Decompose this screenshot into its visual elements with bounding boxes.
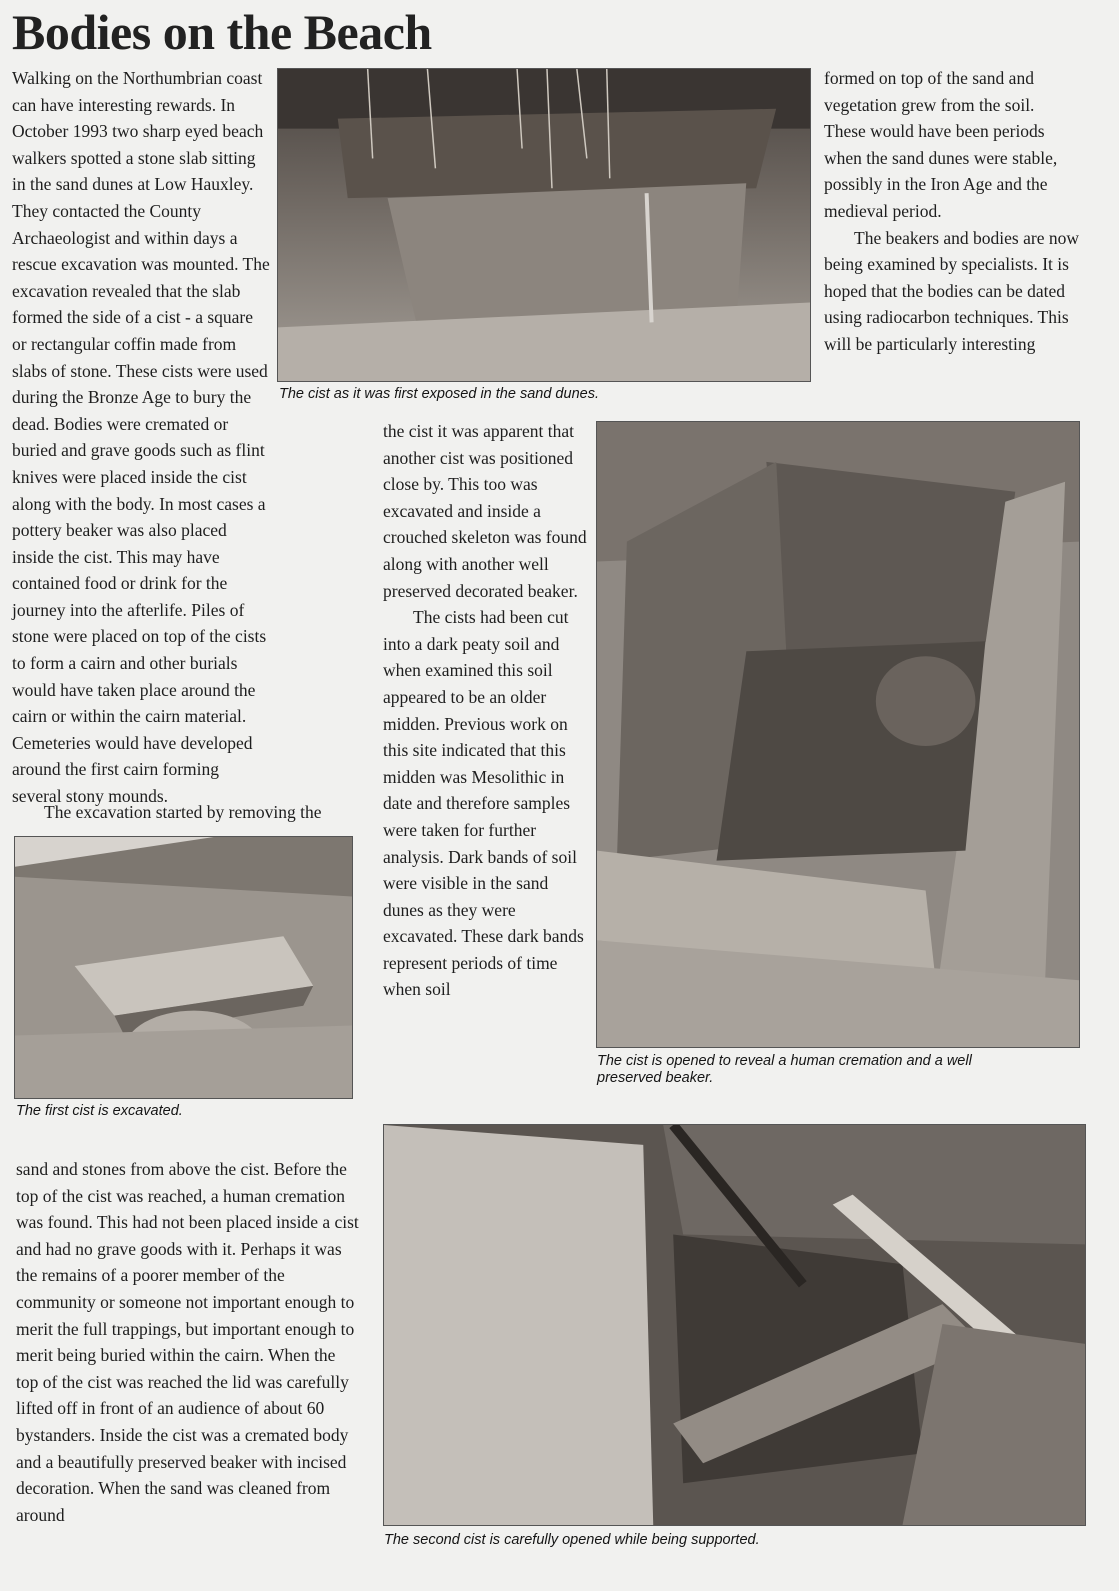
photo-second-cist-opened [383,1124,1086,1526]
photo-4-caption: The second cist is carefully opened while being supported. [384,1532,760,1548]
photo-2-caption: The first cist is excavated. [16,1103,183,1119]
photo-cist-exposed-in-dunes [277,68,811,382]
column-2-text [383,418,589,1003]
paragraph: sand and stones from above the cist. Before the top of the cist was reached, a human cremation was found. This had not been placed inside a cist and had no grave goods with it. Perhaps it was the remains of a poorer member of the community or someone not important enough to merit the full trappings, but important enough to merit being buried within the cairn. When the top of the cist was reached the lid was carefully lifted off in front of an audience of about 60 bystanders. Inside the cist was a cremated body and a beautifully preserved beaker with incised decoration. When the sand was cleaned from around [16,1159,359,1525]
paragraph: formed on top of the sand and vegetation grew from the soil. These would have been periods when the sand dunes were stable, possibly in the Iron Age and the medieval period. [824,68,1058,221]
photo-first-cist-excavated [14,836,353,1099]
photo-3-caption: The cist is opened to reveal a human cremation and a well preserved beaker. [597,1053,972,1086]
photo-cist-opened-with-beaker [596,421,1080,1048]
column-1-bottom-text [16,1156,361,1528]
paragraph: the cist it was apparent that another cist was positioned close by. This too was excavated and inside a crouched skeleton was found along with another well preserved decorated beaker. [383,421,587,601]
paragraph: Walking on the Northumbrian coast can have interesting rewards. In October 1993 two sharp eyed beach walkers spotted a stone slab sitting in the sand dunes at Low Hauxley. They contacted the County Archaeologist and within days a rescue excavation was mounted. The excavation revealed that the slab formed the side of a cist - a square or rectangular coffin made from slabs of stone. These cists were used during the Bronze Age to bury the dead. Bodies were cremated or buried and grave goods such as flint knives were placed inside the cist along with the body. In most cases a pottery beaker was also placed inside the cist. This may have contained food or drink for the journey into the afterlife. Piles of stone were placed on top of the cists to form a cairn and other burials would have taken place around the cairn or within the cairn material. Cemeteries would have developed around the first cairn forming several stony mounds. [12,68,270,807]
article-title: Bodies on the Beach [12,4,432,60]
column-1-top-text [12,65,270,810]
paragraph: The beakers and bodies are now being examined by specialists. It is hoped that the bodies can be dated using radiocarbon techniques. This will be particularly interesting [824,227,1079,354]
column-1-wide-text [14,799,359,826]
paragraph: The cists had been cut into a dark peaty soil and when examined this soil appeared to be an older midden. Previous work on this site indicated that this midden was Mesolithic in date and therefore samples were taken for further analysis. Dark bands of soil were visible in the sand dunes as they were excavated. These dark bands represent periods of time when soil [383,607,584,1000]
paragraph: The excavation started by removing the [44,802,322,822]
photo-1-caption: The cist as it was first exposed in the sand dunes. [279,386,599,402]
column-3-text [824,65,1079,358]
